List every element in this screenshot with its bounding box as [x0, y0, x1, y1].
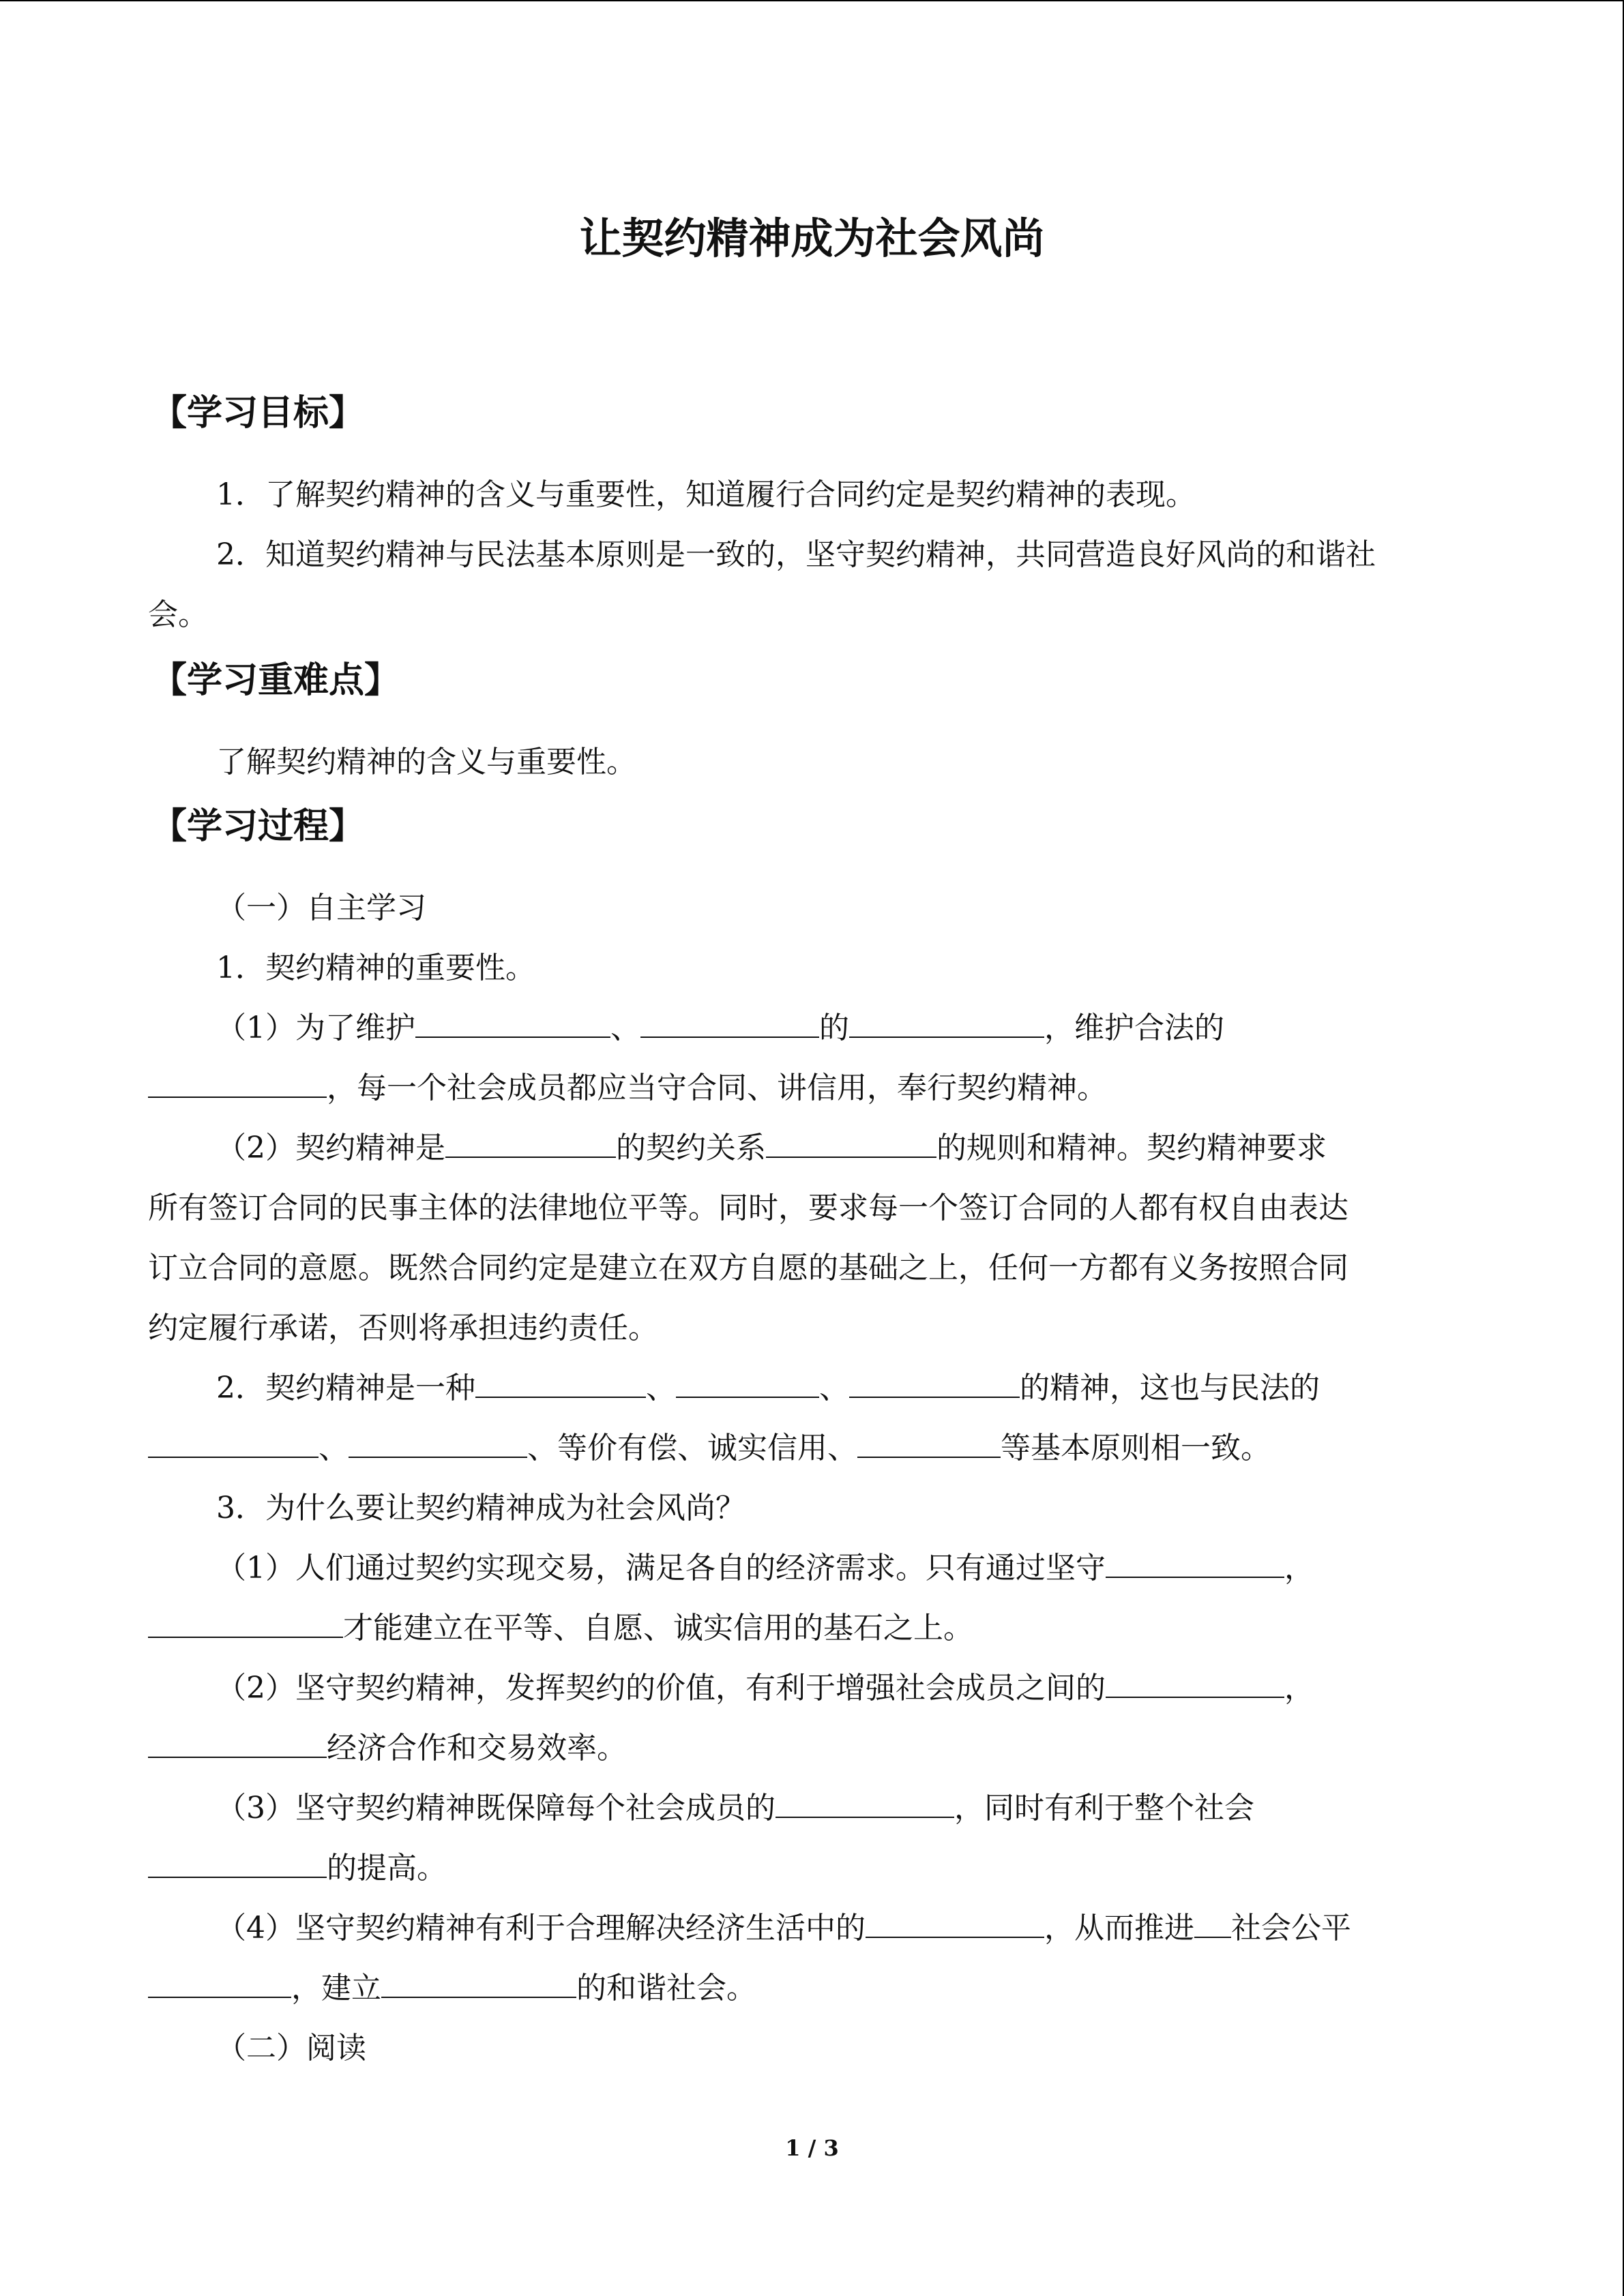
text-segment: 、等价有偿、诚实信用、 [527, 1431, 857, 1465]
q3-1-line-1 [216, 1538, 1475, 1598]
heading-goals: 【学习目标】 [151, 392, 365, 434]
fill-blank[interactable] [676, 1362, 819, 1398]
q3-2-line-2 [148, 1718, 1475, 1778]
q1-title: 1．契约精神的重要性。 [216, 951, 535, 985]
q1-2-line-3: 订立合同的意愿。既然合同约定是建立在双方自愿的基础之上，任何一方都有义务按照合同 [148, 1251, 1348, 1285]
goal-item-2-line-1: 2．知道契约精神与民法基本原则是一致的，坚守契约精神，共同营造良好风尚的和谐社 [216, 537, 1376, 572]
q2-line-2 [148, 1418, 1475, 1478]
q3-4-line-1 [216, 1898, 1475, 1958]
fill-blank[interactable] [381, 1963, 576, 1998]
q3-2-line-1 [216, 1658, 1475, 1718]
q3-3-line-2 [148, 1838, 1475, 1898]
text-segment: ，建立 [291, 1971, 381, 2006]
text-segment: ，每一个社会成员都应当守合同、讲信用，奉行契约精神。 [327, 1071, 1107, 1105]
text-segment: 的 [819, 1011, 849, 1045]
text-segment: 社会公平 [1231, 1911, 1351, 1945]
text-segment: 、 [819, 1371, 849, 1405]
fill-blank[interactable] [475, 1362, 646, 1398]
text-segment: ， [1284, 1551, 1314, 1585]
text-segment: （2）坚守契约精神，发挥契约的价值，有利于增强社会成员之间的 [216, 1671, 1106, 1705]
q2-line-1 [216, 1358, 1475, 1418]
goal-item-1: 1．了解契约精神的含义与重要性，知道履行合同约定是契约精神的表现。 [216, 477, 1196, 512]
text-segment: 等基本原则相一致。 [1001, 1431, 1271, 1465]
text-segment: 、 [646, 1371, 676, 1405]
heading-process: 【学习过程】 [151, 805, 365, 847]
fill-blank[interactable] [776, 1783, 954, 1818]
text-segment: ，从而推进 [1044, 1911, 1194, 1945]
fill-blank[interactable] [1106, 1542, 1284, 1578]
q1-2-line-1 [216, 1118, 1475, 1178]
document-title: 让契约精神成为社会风尚 [579, 213, 1045, 263]
q3-title: 3．为什么要让契约精神成为社会风尚？ [216, 1491, 745, 1525]
text-segment: 的和谐社会。 [576, 1971, 756, 2006]
key-points-text: 了解契约精神的含义与重要性。 [216, 745, 636, 779]
fill-blank[interactable] [849, 1362, 1020, 1398]
text-segment: ， [1284, 1671, 1314, 1705]
text-segment: ，维护合法的 [1044, 1011, 1224, 1045]
q1-1-line-2 [148, 1058, 1475, 1118]
text-segment: 的规则和精神。契约精神要求 [936, 1131, 1327, 1165]
q3-3-line-1 [216, 1778, 1475, 1838]
text-segment: （3）坚守契约精神既保障每个社会成员的 [216, 1791, 776, 1825]
text-segment: 经济合作和交易效率。 [327, 1731, 627, 1765]
text-segment: 的精神，这也与民法的 [1020, 1371, 1320, 1405]
fill-blank[interactable] [766, 1122, 936, 1158]
fill-blank[interactable] [866, 1903, 1044, 1938]
fill-blank[interactable] [148, 1422, 319, 1458]
text-segment: 、 [610, 1011, 640, 1045]
heading-key-points: 【学习重难点】 [151, 659, 400, 701]
text-segment: 2．契约精神是一种 [216, 1371, 475, 1405]
fill-blank[interactable] [445, 1122, 616, 1158]
text-segment: （1）为了维护 [216, 1011, 415, 1045]
text-segment: 的提高。 [327, 1851, 447, 1885]
q1-2-line-2: 所有签订合同的民事主体的法律地位平等。同时，要求每一个签订合同的人都有权自由表达 [148, 1191, 1348, 1225]
text-segment: （1）人们通过契约实现交易，满足各自的经济需求。只有通过坚守 [216, 1551, 1106, 1585]
text-segment: ，同时有利于整个社会 [954, 1791, 1254, 1825]
page-number: 1 / 3 [785, 2135, 839, 2161]
text-segment: 、 [319, 1431, 349, 1465]
text-segment: 的契约关系 [616, 1131, 766, 1165]
text-segment: （2）契约精神是 [216, 1131, 445, 1165]
goal-item-2-line-2: 会。 [148, 597, 208, 632]
fill-blank[interactable] [148, 1602, 343, 1638]
fill-blank[interactable] [849, 1002, 1044, 1038]
q3-1-line-2 [148, 1598, 1475, 1658]
q1-2-line-4: 约定履行承诺，否则将承担违约责任。 [148, 1311, 658, 1345]
fill-blank[interactable] [148, 1723, 327, 1758]
fill-blank[interactable] [415, 1002, 610, 1038]
fill-blank[interactable] [148, 1062, 327, 1098]
fill-blank[interactable] [349, 1422, 527, 1458]
fill-blank[interactable] [148, 1843, 327, 1878]
fill-blank[interactable] [1194, 1903, 1231, 1938]
q3-4-line-2 [148, 1958, 1475, 2018]
fill-blank[interactable] [1106, 1663, 1284, 1698]
fill-blank[interactable] [640, 1002, 819, 1038]
text-segment: （4）坚守契约精神有利于合理解决经济生活中的 [216, 1911, 866, 1945]
fill-blank[interactable] [857, 1422, 1001, 1458]
text-segment: 才能建立在平等、自愿、诚实信用的基石之上。 [343, 1611, 973, 1645]
part2-label: （二）阅读 [216, 2031, 366, 2066]
q1-1-line-1 [216, 998, 1475, 1058]
fill-blank[interactable] [148, 1963, 291, 1998]
part1-label: （一）自主学习 [216, 891, 426, 925]
